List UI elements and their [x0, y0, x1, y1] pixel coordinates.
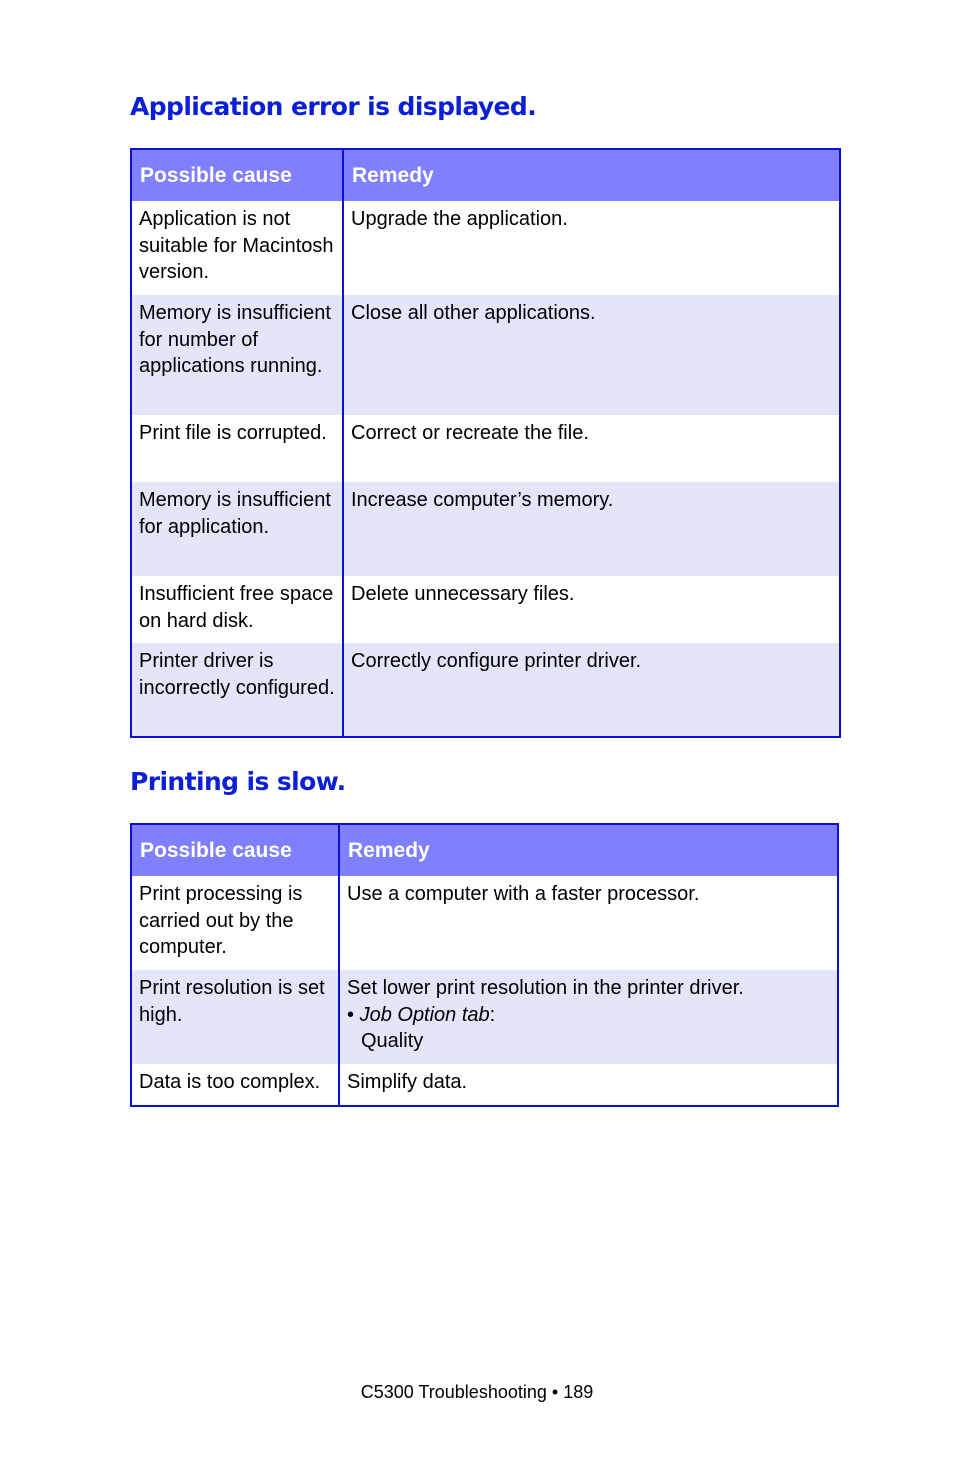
- table-header-row: [131, 149, 840, 201]
- remedy-text: Set lower print resolution in the printer driver.: [347, 977, 744, 999]
- quality-setting-label: Quality: [361, 1030, 424, 1052]
- table-row: [131, 1064, 838, 1106]
- footer-separator: •: [551, 1382, 559, 1402]
- column-header-possible-cause: Possible cause: [131, 824, 339, 876]
- job-option-tab-label: Job Option tab: [359, 1003, 490, 1026]
- page-footer: [0, 1382, 954, 1403]
- table-row: [131, 201, 840, 295]
- table-row: [131, 576, 840, 643]
- section-heading-application-error: Application error is displayed.: [130, 92, 537, 121]
- remedy-cell: Upgrade the application.: [343, 201, 840, 295]
- colon: :: [489, 1003, 496, 1026]
- remedy-cell: Simplify data.: [339, 1064, 838, 1106]
- remedy-cell: Increase computer’s memory.: [343, 482, 840, 576]
- cause-cell: Insufficient free space on hard disk.: [139, 583, 334, 632]
- table-row: [131, 876, 838, 970]
- column-header-possible-cause: Possible cause: [131, 149, 343, 201]
- table-header-row: [131, 824, 838, 876]
- remedy-cell: Correctly configure printer driver.: [343, 643, 840, 737]
- column-header-remedy: Remedy: [343, 149, 840, 201]
- cause-cell: Memory is insufficient for number of applications running.: [131, 295, 343, 415]
- printing-slow-table: [130, 823, 839, 1107]
- cause-cell: Memory is insufficient for application.: [131, 482, 343, 576]
- remedy-cell: Use a computer with a faster processor.: [339, 876, 838, 970]
- cause-cell: Application is not suitable for Macintosh version.: [139, 208, 334, 283]
- remedy-cell: Close all other applications.: [343, 295, 840, 415]
- cause-cell: Print file is corrupted.: [139, 422, 327, 444]
- column-header-remedy: Remedy: [339, 824, 838, 876]
- cause-cell: Data is too complex.: [139, 1071, 321, 1093]
- table-row: [131, 295, 840, 415]
- remedy-cell: Delete unnecessary files.: [343, 576, 840, 643]
- page-number: 189: [563, 1382, 594, 1402]
- table-row: [131, 970, 838, 1064]
- table-row: [131, 643, 840, 737]
- cause-cell: Print processing is carried out by the computer.: [139, 883, 303, 958]
- section-heading-printing-slow: Printing is slow.: [130, 767, 346, 796]
- table-row: [131, 482, 840, 576]
- cause-cell: Print resolution is set high.: [131, 970, 339, 1064]
- remedy-cell: Correct or recreate the file.: [343, 415, 840, 482]
- remedy-cell: [339, 970, 838, 1064]
- bullet-glyph: •: [347, 1003, 355, 1026]
- application-error-table: [130, 148, 841, 738]
- table-row: [131, 415, 840, 482]
- footer-title: C5300 Troubleshooting: [360, 1382, 547, 1402]
- cause-cell: Printer driver is incorrectly configured.: [131, 643, 343, 737]
